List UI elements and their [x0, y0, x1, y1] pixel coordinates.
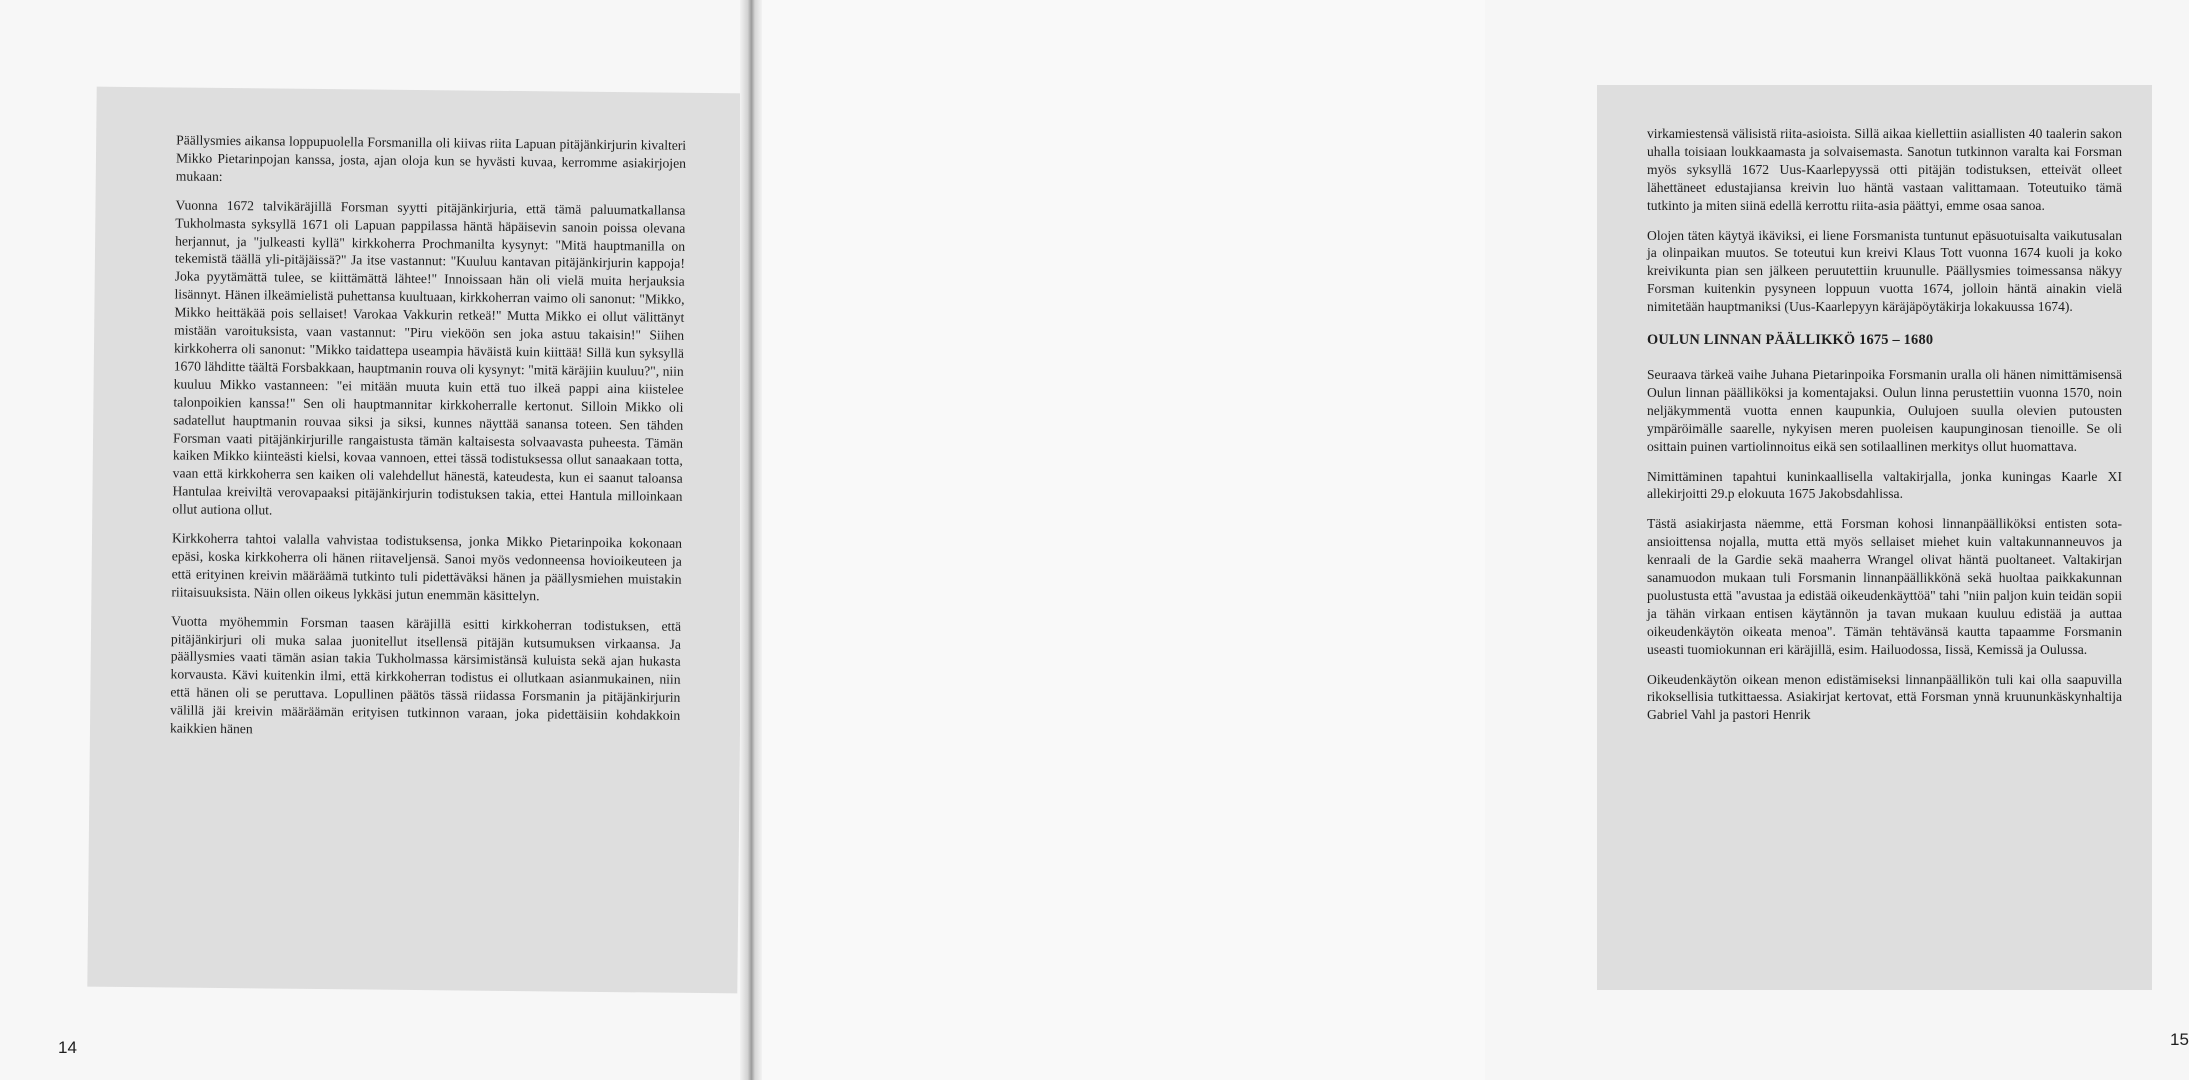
right-paragraph-4: Nimittäminen tapahtui kuninkaallisella valtakirjalla, jonka kuningas Kaarle XI allekirjoitti 29.p elokuuta 1675 Jakobsdahlissa. [1647, 468, 2122, 502]
right-paragraph-2: Olojen täten käytyä ikäviksi, ei liene Forsmanista tuntunut epäsuotuisalta vaikutusalan ja olinpaikan muutos. Se toteutui kun kreivi Klaus Tott vuonna 1674 kuoli ja koko kreivikunta pian sen jälkeen peruutettiin kruunulle. Päällysmies toimessansa näkyy Forsman kuitenkin pysyneen loppuun vuotta 1674, jolloin häntä ainakin vielä nimitetään hauptmaniksi (Uus-Kaarlepyyn käräjäpöytäkirja lokakuussa 1674). [1647, 227, 2122, 315]
left-paragraph-3: Kirkkoherra tahtoi valalla vahvistaa todistuksensa, jonka Mikko Pietarinpoika kokonaan epäsi, koska kirkkoherra oli hänen riitaveljensä. Sanoi myös vedonneensa hovioikeuteen ja että erityinen kreivin määräämä tutkinto tuli pidettäväksi hänen ja päällysmiehen muistakin riitaisuuksista. Näin ollen oikeus lykkäsi jutun enemmän käsittelyn. [171, 530, 683, 604]
left-paragraph-4: Vuotta myöhemmin Forsman taasen käräjillä esitti kirkkoherran todistuksen, että pitäjänkirjuri oli muka salaa juonitellut itsellensä pitäjän kutsumuksen virkaansa. Ja päällysmies vaati tämän asian takia Tukholmassa kärsimistänsä kuluista sekä ajan hukasta korvausta. Kävi kuitenkin ilmi, että kirkkoherran todistus ei ollutkaan asianmukainen, niin että hänen oli se peruttava. Lopullinen päätös tässä riidassa Forsmanin ja pitäjänkirjurin välillä jäi kreivin määräämän erityisen tutkinnon varaan, joka pidettäisiin kohdakkoin kaikkien hänen [169, 613, 682, 737]
left-paragraph-2: Vuonna 1672 talvikäräjillä Forsman syytti pitäjänkirjuria, että tämä paluumatkallansa Tukholmasta syksyllä 1671 oli Lapuan pappilassa häntä häpäisevin sanoin poissa olevana herjannut, ja "julkeasti kyllä" kirkkoherra Prochmanilta kysynyt: "Mitä hauptmanilla on tekemistä täällä yli-pitäjäissä?" Ja itse vastannut: "Kuuluu kantavan pitäjänkirjurin kappoja! Joka pyytämättä tulee, se kiittämättä lähtee!" Innoissaan hän oli vielä muita herjauksia lisännyt. Hänen ilkeämielistä puhettansa kuultuaan, kirkkoherran vaimo oli sanonut: "Mikko, Mikko heittäkää pois sellaiset! Varokaa Vakkurin retkeä!" Mutta Mikko ei ollut välittänyt mistään varoituksista, vaan vastannut: "Piru vieköön sen joka astuu takaisin!" Siihen kirkkoherra oli sanonut: "Mikko taidattepa useampia häväistä kuin kiittää! Sillä kun syksyllä 1670 lähditte täältä Forsbakkaan, hauptmanin rouva oli kysynyt: "mitä käräjiin kuuluu?", niin kuuluu Mikko vastanneen: "ei mitään muuta kuin että tuo ilkeä pappi aina kiistelee talonpoikien kanssa!" Sen oli hauptmannitar kirkkoherralle kertonut. Silloin Mikko oli sadatellut hauptmanin rouvaa siksi ja siksi, kunnes näyttää sanansa toteen. Sen tähden Forsman vaati pitäjänkirjurille rangaistusta tämän kaltaisesta solvaavasta puheesta. Tämän kaiken Mikko kiinteästi kielsi, kovaa vannoen, ettei tässä todistuksessa ollut sanaakaan totta, vaan että kirkkoherra sen kaiken oli valehdellut hänestä, kateudesta, kun ei saanut taloansa Hantulaa kreiviltä verovapaaksi pitäjänkirjurin todistuksen takia, ettei Hantula milloinkaan ollut autiona ollut. [172, 197, 686, 518]
left-page [0, 0, 748, 1080]
left-paragraph-1: Päällysmies aikansa loppupuolella Forsmanilla oli kiivas riita Lapuan pitäjänkirjurin kivalteri Mikko Pietarinpojan kanssa, josta, ajan oloja kun se hyvästi kuvaa, kerromme asiakirjojen mukaan: [175, 132, 687, 184]
right-paragraph-3: Seuraava tärkeä vaihe Juhana Pietarinpoika Forsmanin uralla oli hänen nimittämisensä Oulun linnan päälliköksi ja komentajaksi. Oulun linna perustettiin vuonna 1570, noin neljäkymmentä vuotta ennen kaupunkia, Oulujoen suulla olevien putousten ympäröimälle saarelle, nykyisen meren puoleisen kaupunginosan tienoille. Se oli osittain puinen vartiolinnoitus eikä sen sotilaallinen merkitys ollut huomattava. [1647, 366, 2122, 454]
book-gutter [740, 0, 762, 1080]
right-paragraph-6: Oikeudenkäytön oikean menon edistämiseksi linnanpäällikön tuli kai olla saapuvilla rikoksellisia tutkittaessa. Asiakirjat kertovat, että Forsman ynnä kruununkäskynhaltija Gabriel Vahl ja pastori Henrik [1647, 671, 2122, 723]
left-page-number: 14 [58, 1038, 77, 1057]
section-heading: OULUN LINNAN PÄÄLLIKKÖ 1675 – 1680 [1647, 332, 1934, 349]
left-text-panel [87, 87, 746, 994]
right-paragraph-1: virkamiestensä välisistä riita-asioista. Sillä aikaa kiellettiin asiallisten 40 taalerin sakon uhalla toisiaan loukkaamasta ja solvaisemasta. Sanotun tutkinnon varalta kai Forsman myös syksyllä 1672 Uus-Kaarlepyyssä otti pitäjän todistuksen, etteivät olleet lähettäneet edustajiansa kreivin luo häntä vastaan valittamaan. Toteutuiko tämä tutkinto ja miten siinä edellä kerrottu riita-asia päättyi, emme osaa sanoa. [1647, 126, 2122, 213]
right-page-number: 15 [2170, 1030, 2189, 1049]
right-page [752, 0, 2189, 1080]
right-text-panel [1597, 85, 2152, 990]
right-paragraph-5: Tästä asiakirjasta näemme, että Forsman kohosi linnanpäälliköksi entisten sota-ansioittensa nojalla, mutta että myös sellaiset miehet kuin valtakunnanneuvos ja kenraali de la Gardie sekä maaherra Wrangel olivat häntä puoltaneet. Valtakirjan sanamuodon mukaan tuli Forsmanin linnanpäällikkönä sekä huoltaa paikkakunnan puolustusta että "avustaa ja edistää oikeudenkäyttöä" tahi "niin paljon kuin teidän sopii ja tähän virkaan entisen käytännön ja tavan mukaan kuuluu edistää ja auttaa oikeudenkäytön oikeata menoa". Tämän tehtävänsä kautta tapaamme Forsmanin useasti tuomiokunnan eri käräjillä, esim. Hailuodossa, Iissä, Kemissä ja Oulussa. [1647, 516, 2122, 657]
